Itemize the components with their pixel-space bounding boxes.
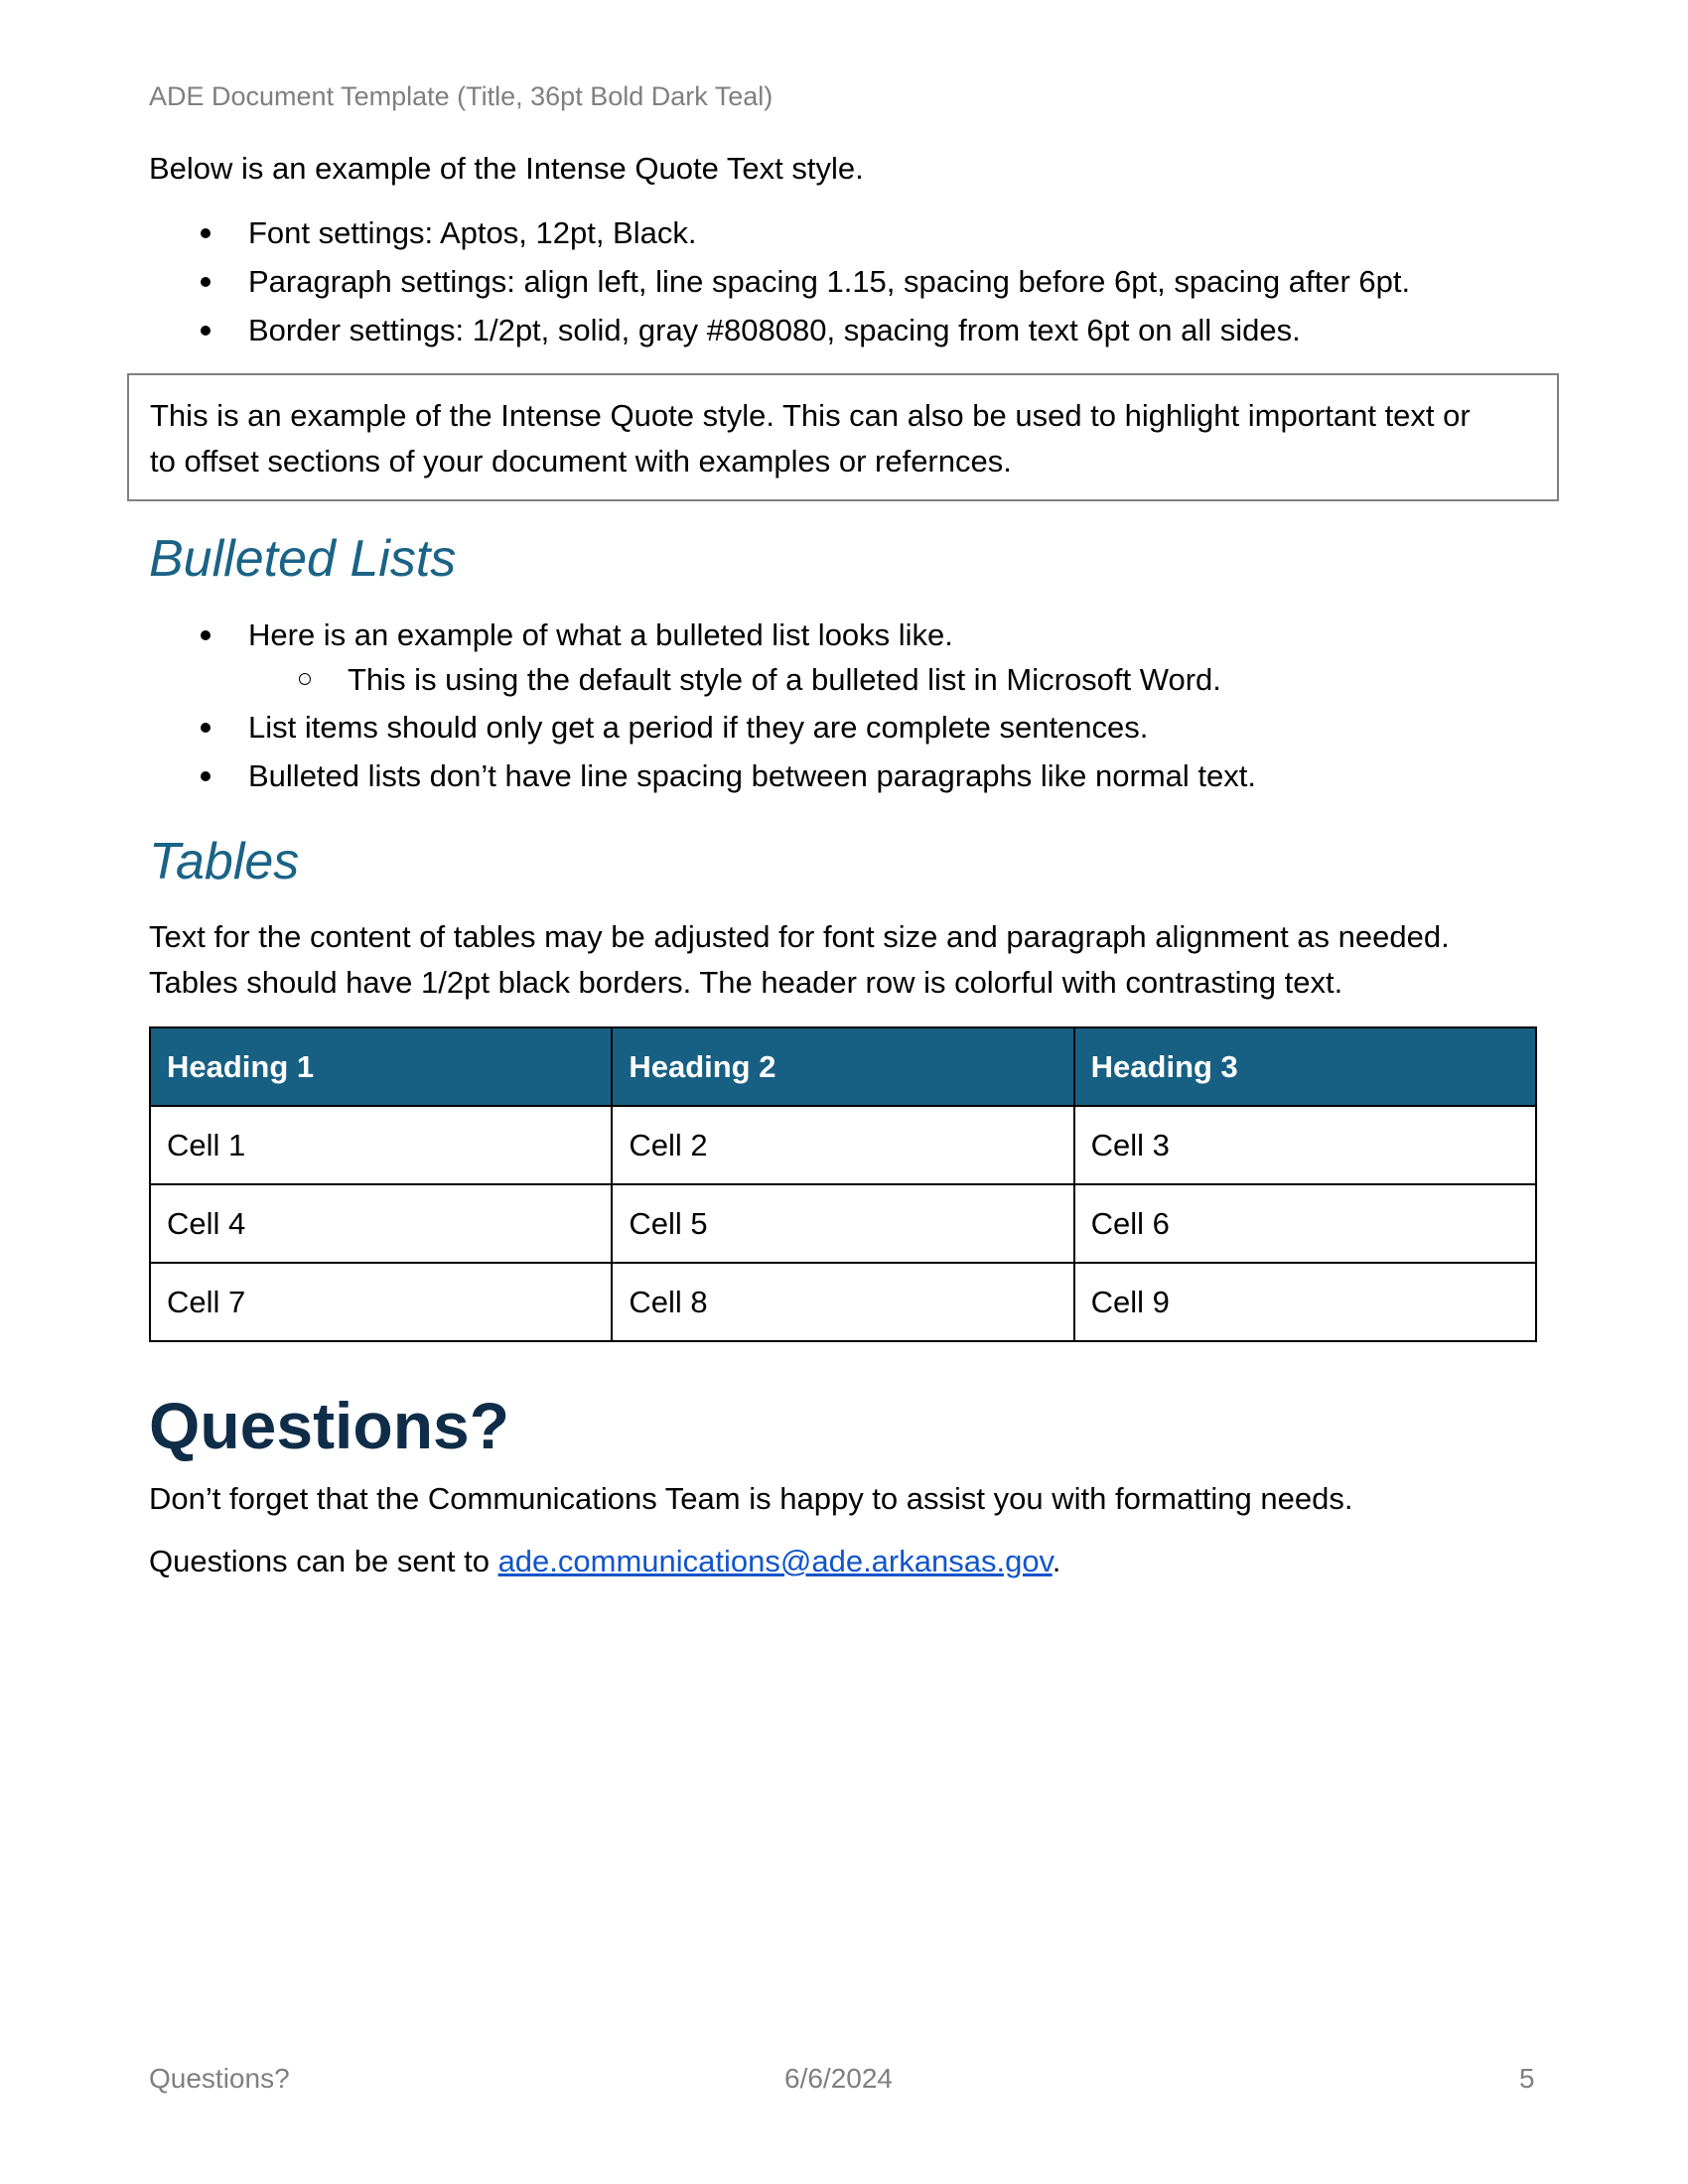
contact-suffix: . [1052, 1544, 1061, 1578]
tables-paragraph-line: Tables should have 1/2pt black borders. The header row is colorful with contrasting text. [149, 965, 1343, 1000]
table-row [150, 1263, 1536, 1341]
table-header-cell: Heading 1 [150, 1027, 612, 1106]
table-cell: Cell 5 [612, 1184, 1073, 1263]
list-item: Paragraph settings: align left, line spacing 1.15, spacing before 6pt, spacing after 6pt. [149, 257, 1410, 306]
tables-heading: Tables [149, 833, 300, 890]
example-table [149, 1026, 1537, 1342]
bulleted-lists-heading: Bulleted Lists [149, 530, 457, 588]
table-cell: Cell 8 [612, 1263, 1073, 1341]
bullet-dot-icon [201, 277, 211, 287]
intro-paragraph: Below is an example of the Intense Quote Text style. [149, 151, 864, 186]
hollow-bullet-icon [299, 673, 311, 685]
bullet-dot-icon [201, 771, 211, 781]
list-item: List items should only get a period if they are complete sentences. [149, 703, 1256, 751]
contact-prefix: Questions can be sent to [149, 1544, 498, 1578]
table-cell: Cell 1 [150, 1106, 612, 1184]
table-cell: Cell 2 [612, 1106, 1073, 1184]
footer-section-title: Questions? [149, 2063, 290, 2094]
list-item: Font settings: Aptos, 12pt, Black. [149, 208, 1410, 257]
contact-paragraph [149, 1539, 1060, 1584]
footer-page-number: 5 [1519, 2063, 1535, 2094]
sub-list-item: This is using the default style of a bulleted list in Microsoft Word. [149, 657, 1256, 703]
footer-date: 6/6/2024 [784, 2063, 893, 2094]
style-settings-list [149, 208, 1410, 354]
list-item: Bulleted lists don’t have line spacing between paragraphs like normal text. [149, 751, 1256, 800]
table-header-cell: Heading 3 [1074, 1027, 1536, 1106]
table-row [150, 1106, 1536, 1184]
questions-heading: Questions? [149, 1389, 510, 1462]
table-header-row [150, 1027, 1536, 1106]
running-header: ADE Document Template (Title, 36pt Bold Dark Teal) [149, 81, 774, 111]
bullet-dot-icon [201, 630, 211, 640]
list-item: Border settings: 1/2pt, solid, gray #808080, spacing from text 6pt on all sides. [149, 306, 1410, 354]
bulleted-list [149, 613, 1256, 800]
questions-paragraph: Don’t forget that the Communications Team is happy to assist you with formatting needs. [149, 1481, 1353, 1516]
table-cell: Cell 9 [1074, 1263, 1536, 1341]
table-row [150, 1184, 1536, 1263]
intense-quote-box [127, 373, 1559, 501]
table-cell: Cell 6 [1074, 1184, 1536, 1263]
table-cell: Cell 4 [150, 1184, 612, 1263]
bullet-dot-icon [201, 326, 211, 336]
quote-line: This is an example of the Intense Quote style. This can also be used to highlight important text or [150, 398, 1471, 433]
quote-line: to offset sections of your document with examples or refernces. [150, 444, 1012, 478]
table-cell: Cell 3 [1074, 1106, 1536, 1184]
tables-paragraph-line: Text for the content of tables may be adjusted for font size and paragraph alignment as needed. [149, 919, 1450, 954]
bullet-dot-icon [201, 228, 211, 238]
table-header-cell: Heading 2 [612, 1027, 1073, 1106]
email-link[interactable]: ade.communications@ade.arkansas.gov [497, 1544, 1053, 1578]
bullet-dot-icon [201, 723, 211, 733]
table-cell: Cell 7 [150, 1263, 612, 1341]
list-item: Here is an example of what a bulleted list looks like. [149, 613, 1256, 657]
